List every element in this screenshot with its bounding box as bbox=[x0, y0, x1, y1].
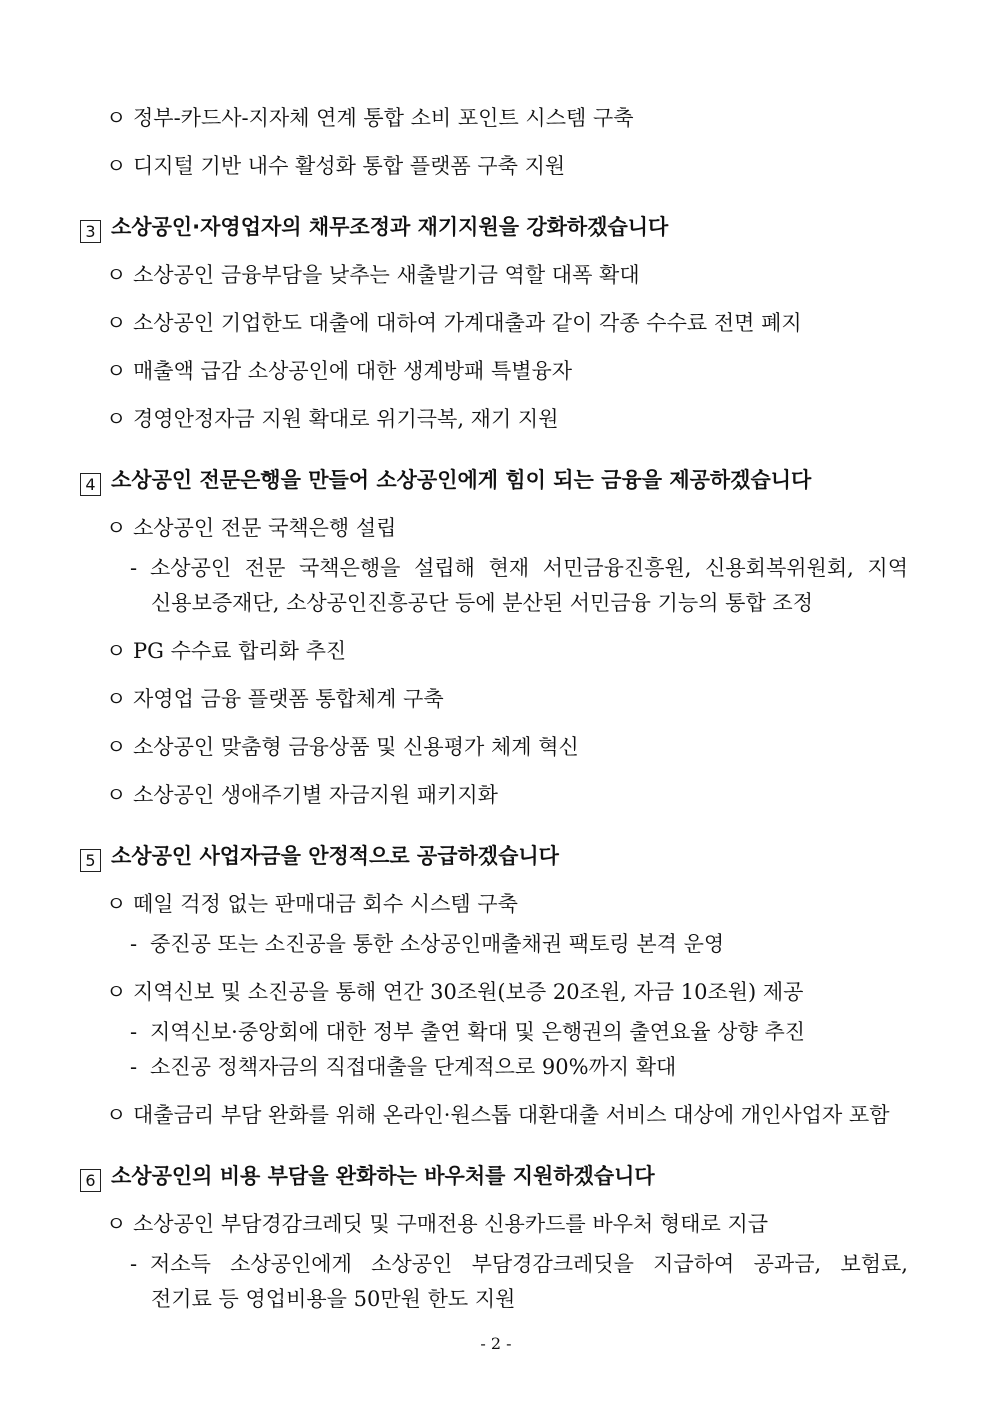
bullet-item bbox=[106, 108, 634, 129]
dash-marker: - bbox=[130, 932, 138, 956]
circle-bullet-icon: ㅇ bbox=[106, 359, 127, 383]
bullet-text: 대출금리 부담 완화를 위해 온라인·원스톱 대환대출 서비스 대상에 개인사업자 포함 bbox=[133, 1103, 890, 1127]
section-heading-3 bbox=[80, 217, 668, 243]
bullet-text: PG 수수료 합리화 추진 bbox=[133, 639, 347, 663]
sub-item-text: 소상공인 전문 국책은행을 설립해 현재 서민금융진흥원, 신용회복위원회, 지역 bbox=[150, 556, 908, 580]
bullet-text: 정부-카드사-지자체 연계 통합 소비 포인트 시스템 구축 bbox=[133, 106, 634, 130]
bullet-text: 소상공인 전문 국책은행 설립 bbox=[133, 516, 397, 540]
section-heading-text: 소상공인 사업자금을 안정적으로 공급하겠습니다 bbox=[111, 844, 559, 868]
section-heading-5 bbox=[80, 846, 559, 872]
bullet-item bbox=[106, 313, 802, 334]
bullet-item bbox=[106, 737, 579, 758]
bullet-text: 떼일 걱정 없는 판매대금 회수 시스템 구축 bbox=[133, 892, 518, 916]
bullet-text: 소상공인 기업한도 대출에 대하여 가계대출과 같이 각종 수수료 전면 폐지 bbox=[133, 311, 802, 335]
section-heading-6 bbox=[80, 1166, 655, 1192]
sub-item-continuation: 전기료 등 영업비용을 50만원 한도 지원 bbox=[151, 1287, 516, 1311]
circle-bullet-icon: ㅇ bbox=[106, 263, 127, 287]
section-number-box: 3 bbox=[80, 220, 101, 243]
bullet-text: 소상공인 금융부담을 낮추는 새출발기금 역할 대폭 확대 bbox=[133, 263, 640, 287]
circle-bullet-icon: ㅇ bbox=[106, 106, 127, 130]
bullet-text: 디지털 기반 내수 활성화 통합 플랫폼 구축 지원 bbox=[133, 154, 566, 178]
bullet-item bbox=[106, 689, 444, 710]
bullet-item bbox=[106, 785, 498, 806]
circle-bullet-icon: ㅇ bbox=[106, 407, 127, 431]
page-number: - 2 - bbox=[480, 1334, 512, 1353]
bullet-text: 지역신보 및 소진공을 통해 연간 30조원(보증 20조원, 자금 10조원) 제공 bbox=[133, 980, 804, 1004]
circle-bullet-icon: ㅇ bbox=[106, 980, 127, 1004]
sub-item bbox=[130, 934, 724, 955]
circle-bullet-icon: ㅇ bbox=[106, 735, 127, 759]
circle-bullet-icon: ㅇ bbox=[106, 639, 127, 663]
dash-marker: - bbox=[130, 1020, 138, 1044]
circle-bullet-icon: ㅇ bbox=[106, 892, 127, 916]
circle-bullet-icon: ㅇ bbox=[106, 516, 127, 540]
bullet-text: 매출액 급감 소상공인에 대한 생계방패 특별융자 bbox=[133, 359, 573, 383]
section-heading-text: 소상공인·자영업자의 채무조정과 재기지원을 강화하겠습니다 bbox=[111, 215, 669, 239]
sub-item-text: 지역신보·중앙회에 대한 정부 출연 확대 및 은행권의 출연요율 상향 추진 bbox=[150, 1020, 806, 1044]
section-number-box: 5 bbox=[80, 849, 101, 872]
section-heading-text: 소상공인의 비용 부담을 완화하는 바우처를 지원하겠습니다 bbox=[111, 1164, 655, 1188]
bullet-item bbox=[106, 265, 640, 286]
sub-item-text: 소진공 정책자금의 직접대출을 단계적으로 90%까지 확대 bbox=[150, 1055, 677, 1079]
sub-item bbox=[130, 1022, 805, 1043]
bullet-item bbox=[106, 361, 572, 382]
sub-item-text: 중진공 또는 소진공을 통한 소상공인매출채권 팩토링 본격 운영 bbox=[150, 932, 725, 956]
bullet-text: 자영업 금융 플랫폼 통합체계 구축 bbox=[133, 687, 444, 711]
circle-bullet-icon: ㅇ bbox=[106, 311, 127, 335]
circle-bullet-icon: ㅇ bbox=[106, 783, 127, 807]
bullet-item bbox=[106, 894, 518, 915]
bullet-item bbox=[106, 982, 803, 1003]
dash-marker: - bbox=[130, 1252, 138, 1276]
sub-item bbox=[130, 1057, 676, 1078]
dash-marker: - bbox=[130, 556, 138, 580]
bullet-text: 소상공인 맞춤형 금융상품 및 신용평가 체계 혁신 bbox=[133, 735, 579, 759]
section-heading-4 bbox=[80, 470, 811, 496]
bullet-item bbox=[106, 1214, 768, 1235]
circle-bullet-icon: ㅇ bbox=[106, 154, 127, 178]
sub-item bbox=[130, 558, 908, 579]
dash-marker: - bbox=[130, 1055, 138, 1079]
bullet-item bbox=[106, 409, 558, 430]
bullet-item bbox=[106, 641, 346, 662]
bullet-item bbox=[106, 156, 565, 177]
section-number-box: 4 bbox=[80, 473, 101, 496]
sub-item-text: 저소득 소상공인에게 소상공인 부담경감크레딧을 지급하여 공과금, 보험료, bbox=[150, 1252, 908, 1276]
section-number-box: 6 bbox=[80, 1169, 101, 1192]
bullet-item bbox=[106, 518, 396, 539]
bullet-text: 소상공인 생애주기별 자금지원 패키지화 bbox=[133, 783, 498, 807]
circle-bullet-icon: ㅇ bbox=[106, 687, 127, 711]
sub-item-continuation: 신용보증재단, 소상공인진흥공단 등에 분산된 서민금융 기능의 통합 조정 bbox=[151, 591, 813, 615]
bullet-text: 경영안정자금 지원 확대로 위기극복, 재기 지원 bbox=[133, 407, 559, 431]
section-heading-text: 소상공인 전문은행을 만들어 소상공인에게 힘이 되는 금융을 제공하겠습니다 bbox=[111, 468, 812, 492]
circle-bullet-icon: ㅇ bbox=[106, 1103, 127, 1127]
circle-bullet-icon: ㅇ bbox=[106, 1212, 127, 1236]
bullet-item bbox=[106, 1105, 889, 1126]
bullet-text: 소상공인 부담경감크레딧 및 구매전용 신용카드를 바우처 형태로 지급 bbox=[133, 1212, 769, 1236]
sub-item bbox=[130, 1254, 908, 1275]
